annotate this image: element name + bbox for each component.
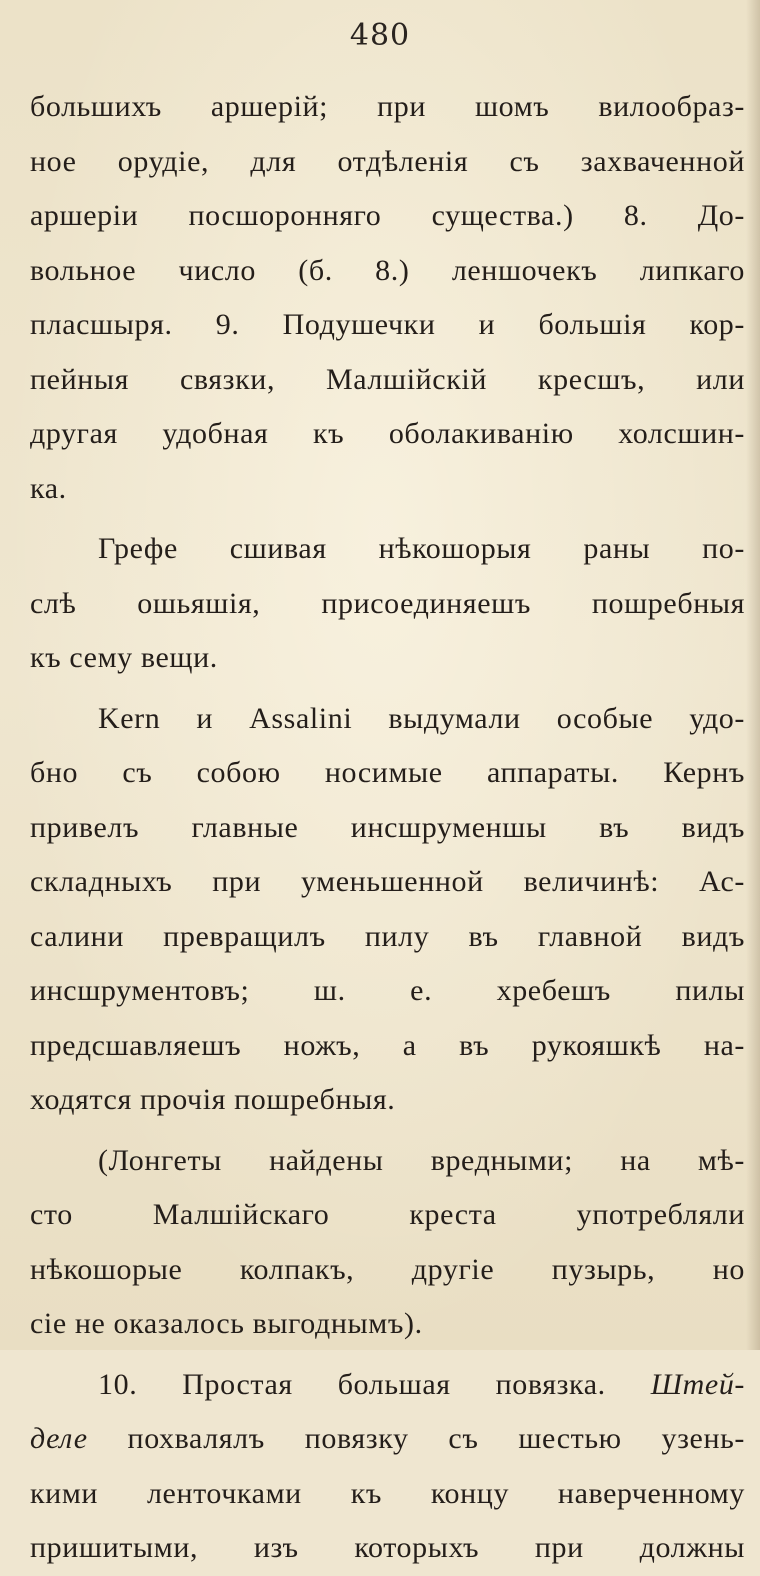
text-line [30, 1358, 745, 1413]
text-line: другая удобная къ оболакиванію холсшин- [30, 417, 745, 450]
text-line-main: 10. Простая большая повязка. [98, 1367, 606, 1401]
text-line: пласшыря. 9. Подушечки и большія кор- [30, 308, 745, 341]
page-number: 480 [349, 18, 411, 53]
text-line-italic: деле [30, 1422, 88, 1455]
text-line: пейныя связки, Малшійскій кресшъ, или [30, 362, 745, 396]
text-line: кими ленточками къ концу наверченному [30, 1476, 745, 1510]
text-line: Kern и Assalini выдумали особые удо- [98, 701, 745, 735]
text-line: ка. [30, 471, 67, 505]
text-line: (Лонгеты найдены вредными; на мѣ- [98, 1143, 745, 1177]
page-edge-shadow [746, 0, 760, 1350]
text-line: салини превращилъ пилу въ главной видъ [30, 919, 745, 953]
text-line: вольное число (б. 8.) леншочекъ липкаго [30, 253, 745, 287]
text-line: предсшавляешъ ножъ, а въ рукояшкѣ на- [30, 1028, 745, 1062]
text-line: привелъ главные инсшруменшы въ видъ [30, 810, 745, 844]
text-line: пришитыми, изъ которыхъ при должны [30, 1531, 745, 1564]
text-line: складныхъ при уменьшенной величинѣ: Ас- [30, 865, 745, 898]
text-line: ходятся прочія пошребныя. [30, 1083, 396, 1116]
text-line: сіе не оказалось выгоднымъ). [30, 1307, 423, 1340]
text-line: Грефе сшивая нѣкошорыя раны по- [98, 532, 745, 565]
text-line: нѣкошорые колпакъ, другіе пузырь, но [30, 1252, 745, 1286]
text-line: къ сему вещи. [30, 641, 218, 674]
text-line-italic: Штей- [650, 1367, 746, 1401]
text-line: аршеріи посшоронняго существа.) 8. До- [30, 199, 745, 232]
body-text [30, 80, 745, 1576]
text-line: сто Малшійскаго креста употребляли [30, 1198, 745, 1231]
text-line: бно съ собою носимые аппараты. Кернъ [30, 756, 745, 789]
text-line-main: похвалялъ повязку съ шестью узень- [87, 1422, 745, 1455]
text-line: ное орудіе, для отдѣленія съ захваченной [30, 144, 745, 178]
text-line: слѣ ошьяшія, присоединяешъ пошребныя [30, 586, 745, 620]
text-line [30, 1412, 745, 1467]
text-line: большихъ аршерій; при шомъ вилообраз- [30, 90, 745, 123]
text-line: инсшрументовъ; ш. е. хребешъ пилы [30, 974, 745, 1007]
